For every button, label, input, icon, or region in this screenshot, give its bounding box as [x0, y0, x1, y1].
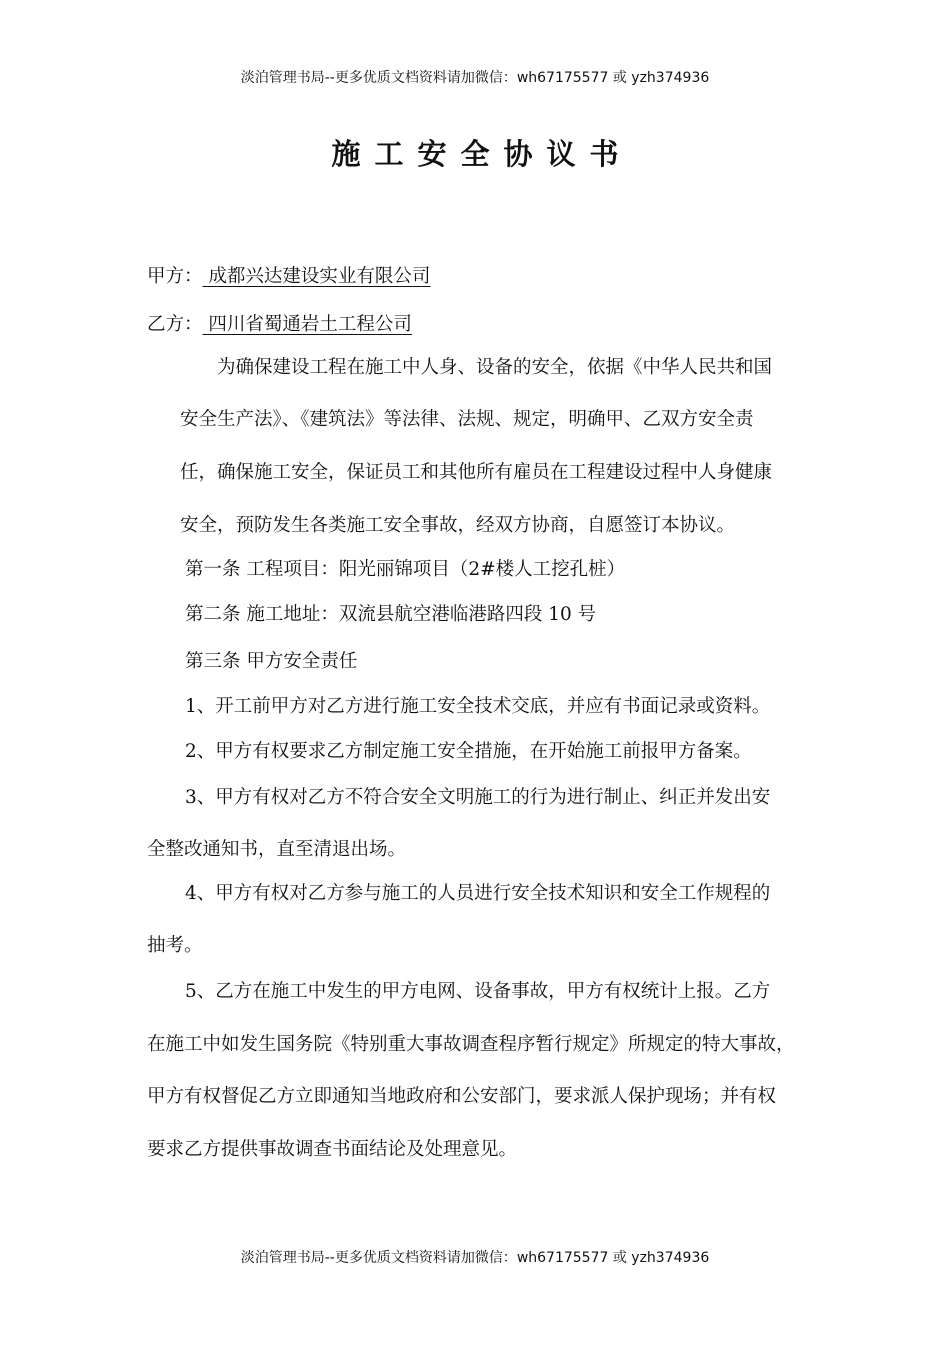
clause-3: 3、甲方有权对乙方不符合安全文明施工的行为进行制止、纠正并发出安 — [185, 787, 771, 808]
clause-3-cont: 全整改通知书，直至清退出场。 — [147, 839, 407, 860]
clause-4-cont: 抽考。 — [147, 935, 203, 956]
article-3-heading: 第三条 甲方安全责任 — [185, 651, 358, 672]
article-2: 第二条 施工地址：双流县航空港临港路四段 10 号 — [185, 604, 597, 625]
paragraph-line: 任，确保施工安全，保证员工和其他所有雇员在工程建设过程中人身健康 — [180, 462, 773, 483]
party-b-label: 乙方： — [147, 314, 203, 335]
clause-5-cont: 要求乙方提供事故调查书面结论及处理意见。 — [147, 1139, 518, 1160]
clause-2: 2、甲方有权要求乙方制定施工安全措施，在开始施工前报甲方备案。 — [185, 741, 752, 762]
party-a-value: 成都兴达建设实业有限公司 — [202, 266, 431, 287]
document-title: 施工安全协议书 — [331, 137, 633, 171]
clause-1: 1、开工前甲方对乙方进行施工安全技术交底，并应有书面记录或资料。 — [185, 696, 771, 717]
party-a-line — [147, 262, 430, 288]
paragraph-line: 为确保建设工程在施工中人身、设备的安全，依据《中华人民共和国 — [217, 357, 773, 378]
page-footer: 淡泊管理书局--更多优质文档资料请加微信：wh67175577 或 yzh374936 — [240, 1250, 710, 1266]
paragraph-line: 安全，预防发生各类施工安全事故，经双方协商，自愿签订本协议。 — [180, 515, 736, 536]
clause-5-cont: 在施工中如发生国务院《特别重大事故调查程序暂行规定》所规定的特大事故， — [147, 1034, 795, 1055]
clause-5: 5、乙方在施工中发生的甲方电网、设备事故，甲方有权统计上报。乙方 — [185, 981, 771, 1002]
clause-4: 4、甲方有权对乙方参与施工的人员进行安全技术知识和安全工作规程的 — [185, 883, 771, 904]
clause-5-cont: 甲方有权督促乙方立即通知当地政府和公安部门，要求派人保护现场；并有权 — [147, 1086, 777, 1107]
article-1: 第一条 工程项目：阳光丽锦项目（2#楼人工挖孔桩） — [185, 559, 626, 580]
party-b-value: 四川省蜀通岩土工程公司 — [202, 314, 412, 335]
party-b-line — [147, 310, 412, 336]
page-header: 淡泊管理书局--更多优质文档资料请加微信：wh67175577 或 yzh374936 — [240, 70, 710, 86]
party-a-label: 甲方： — [147, 266, 203, 287]
paragraph-line: 安全生产法》、《建筑法》等法律、法规、规定，明确甲、乙双方安全责 — [180, 409, 754, 430]
